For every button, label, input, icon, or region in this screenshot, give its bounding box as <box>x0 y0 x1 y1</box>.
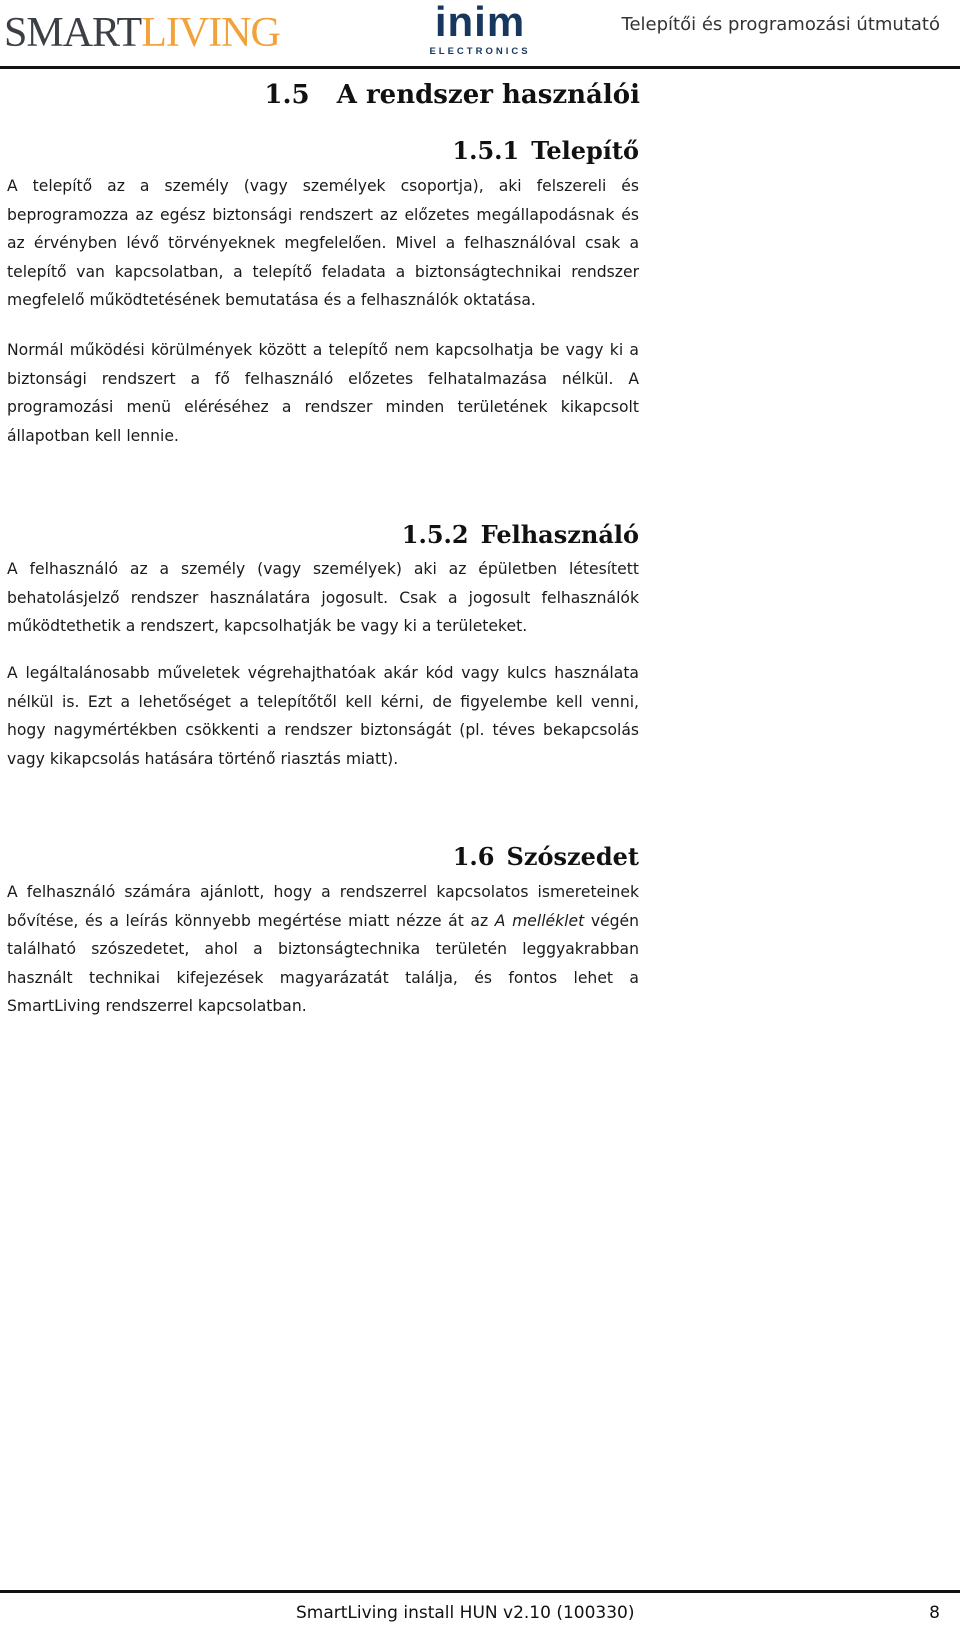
glossary-text-part1: A felhasználó számára ajánlott, hogy a rendszerrel kapcsolatos ismereteinek bővítése, és a leírás könnyebb megértése miatt nézze át az <box>7 883 639 930</box>
logo-inim-word: inim <box>434 0 526 45</box>
document-title: Telepítői és programozási útmutató <box>621 14 940 35</box>
header-rule <box>0 66 960 69</box>
paragraph-user-1: A felhasználó az a személy (vagy személyek) aki az épületben létesített behatolásjelző rendszer használatára jogosult. Csak a jogosult felhasználók működtethetik a rendszert, kapcsolhatják be vagy ki a területeket. <box>7 560 639 635</box>
section-title: Telepítő <box>531 136 639 165</box>
inim-electronics-logo <box>426 0 534 64</box>
section-number: 1.6 <box>452 842 495 871</box>
footer-document-id: SmartLiving install HUN v2.10 (100330) <box>296 1603 635 1623</box>
appendix-reference: A melléklet <box>494 911 585 930</box>
paragraph-user-2: A legáltalánosabb műveletek végrehajthatóak akár kód vagy kulcs használata nélkül is. Ezt a lehetőséget a telepítőtől kell kérni, de figyelembe kell venni, hogy nagymértékben csökkenti a rendszer biztonságát (pl. téves bekapcsolás vagy kikapcsolás hatására történő riasztás miatt). <box>7 664 639 768</box>
logo-smart-text: SMART <box>4 10 142 56</box>
section-heading-1-6 <box>453 842 639 871</box>
paragraph-installer-1: A telepítő az a személy (vagy személyek csoportja), aki felszereli és beprogramozza az egész biztonsági rendszert az előzetes megállapodásnak és az érvényben lévő törvényeknek megfelelően. Mivel a felhasználóval csak a telepítő van kapcsolatban, a telepítő feladata a biztonságtechnikai rendszer megfelelő működtetésének bemutatása és a felhasználók oktatása. <box>7 177 639 309</box>
section-number: 1.5.2 <box>401 520 469 549</box>
section-number: 1.5.1 <box>452 136 520 165</box>
section-heading-1-5: 1.5 A rendszer használói <box>264 80 640 110</box>
logo-inim-sub: ELECTRONICS <box>429 46 531 57</box>
section-heading-1-5-1 <box>452 136 639 165</box>
section-title: Felhasználó <box>480 520 639 549</box>
page-header <box>0 0 960 72</box>
smartliving-logo <box>4 8 280 58</box>
footer-rule <box>0 1590 960 1593</box>
section-heading-1-5-2 <box>402 520 639 549</box>
logo-living-text: LIVING <box>141 10 280 56</box>
paragraph-installer-2: Normál működési körülmények között a telepítő nem kapcsolhatja be vagy ki a biztonsági rendszert a fő felhasználó előzetes felhatalmazása nélkül. A programozási menü eléréséhez a rendszer minden területének kikapcsolt állapotban kell lennie. <box>7 341 639 445</box>
page-number: 8 <box>929 1603 940 1623</box>
glossary-text-part2: végén található szószedetet, ahol a biztonságtechnika területén leggyakrabban használt technikai kifejezések magyarázatát találja, és fontos lehet a SmartLiving rendszerrel kapcsolatban. <box>7 911 640 1015</box>
paragraph-glossary <box>7 878 639 1021</box>
section-title: Szószedet <box>506 842 639 871</box>
